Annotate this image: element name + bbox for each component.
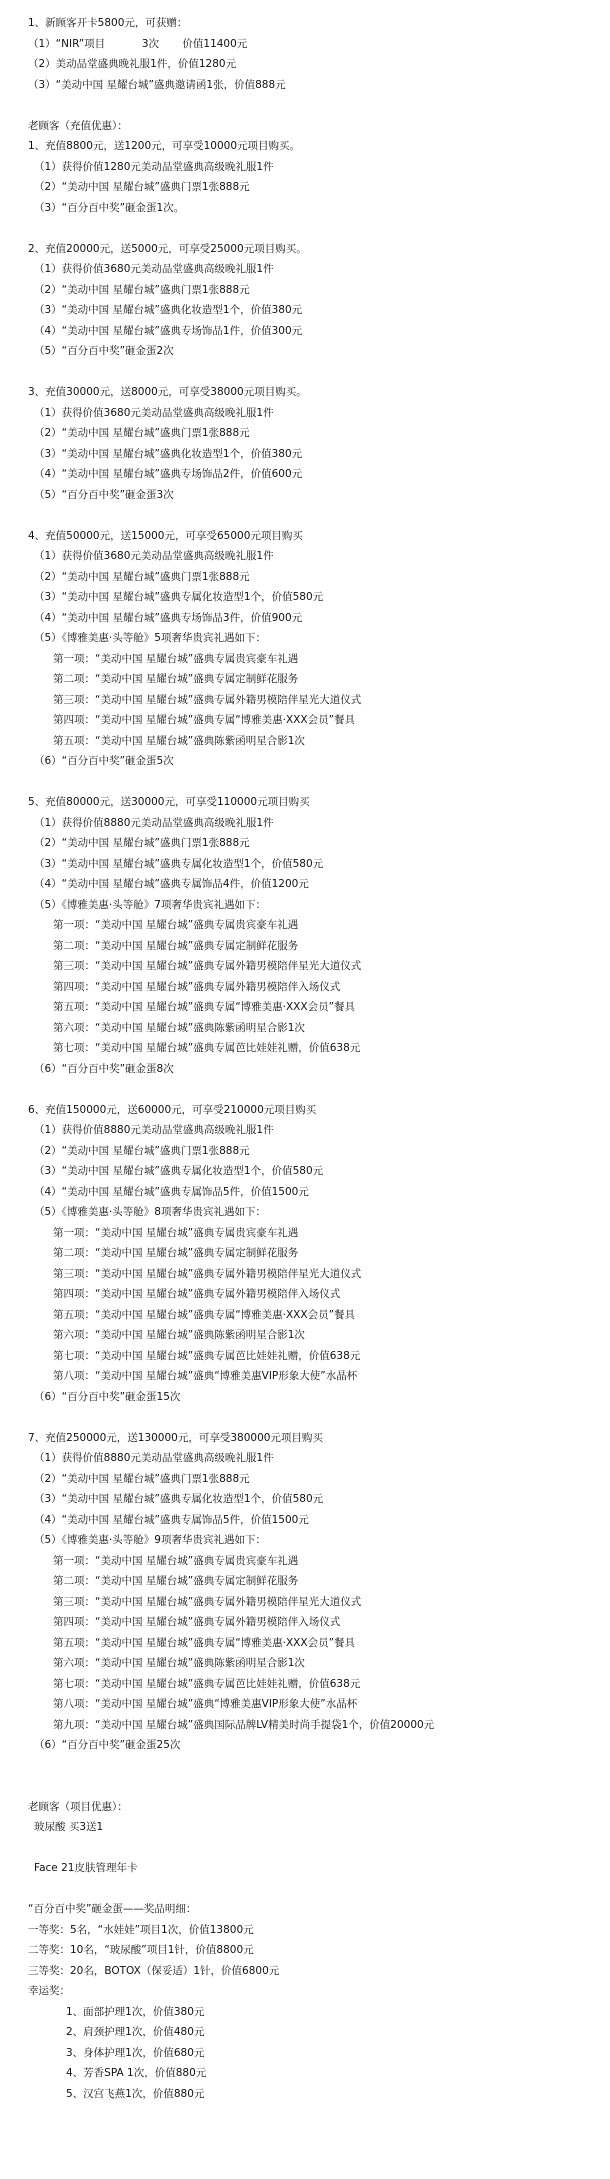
text-line: （6）“百分百中奖”砸金蛋8次 — [34, 1062, 174, 1075]
text-line: 老顾客（项目优惠）： — [28, 1800, 128, 1813]
text-line: “百分百中奖”砸金蛋——奖品明细： — [28, 1903, 197, 1915]
text-line: 幸运奖： — [28, 1985, 70, 1997]
text-line: （4）“美动中国 星耀台城”盛典专场饰品2件，价值600元 — [34, 468, 303, 480]
text-line: 第七项：“美动中国 星耀台城”盛典专属芭比娃娃礼赠，价值638元 — [53, 1677, 361, 1690]
text-line: （1）获得价值3680元美动品堂盛典高级晚礼服1件 — [34, 550, 274, 562]
text-line: （5）“百分百中奖”砸金蛋3次 — [34, 488, 174, 501]
text-line: （1）获得价值8880元美动品堂盛典高级晚礼服1件 — [34, 816, 274, 829]
text-line: （1）获得价值3680元美动品堂盛典高级晚礼服1件 — [34, 263, 274, 275]
text-line: （2）“美动中国 星耀台城”盛典门票1张888元 — [34, 181, 250, 193]
text-line: （2）“美动中国 星耀台城”盛典门票1张888元 — [34, 570, 250, 583]
text-line: 玻尿酸 买3送1 — [34, 1821, 104, 1833]
text-line: （3）“美动中国 星耀台城”盛典邀请函1张，价值888元 — [28, 78, 286, 91]
text-line: （3）“美动中国 星耀台城”盛典专属化妆造型1个，价值580元 — [34, 857, 324, 870]
text-line: 第四项：“美动中国 星耀台城”盛典专属“博雅美惠·XXX会员”餐具 — [53, 714, 356, 726]
text-line: （4）“美动中国 星耀台城”盛典专属饰品5件，价值1500元 — [34, 1513, 309, 1526]
text-line: 第五项：“美动中国 星耀台城”盛典专属“博雅美惠·XXX会员”餐具 — [53, 1308, 356, 1321]
text-line: Face 21皮肤管理年卡 — [34, 1862, 138, 1874]
text-line: 三等奖：20名，BOTOX（保妥适）1针，价值6800元 — [28, 1964, 280, 1977]
text-line: 第一项：“美动中国 星耀台城”盛典专属贵宾豪车礼遇 — [53, 1226, 299, 1239]
text-line: 第四项：“美动中国 星耀台城”盛典专属外籍男模陪伴入场仪式 — [53, 980, 341, 993]
text-line: 第一项：“美动中国 星耀台城”盛典专属贵宾豪车礼遇 — [53, 919, 299, 931]
text-line: （2）“美动中国 星耀台城”盛典门票1张888元 — [34, 837, 250, 849]
text-line: （6）“百分百中奖”砸金蛋15次 — [34, 1390, 181, 1403]
text-line: 2、充值20000元，送5000元，可享受25000元项目购买。 — [28, 242, 307, 255]
text-line: 1、新顾客开卡5800元，可获赠： — [28, 17, 188, 29]
text-line: 第五项：“美动中国 星耀台城”盛典陈紫函明星合影1次 — [53, 734, 305, 747]
text-line: 3、身体护理1次，价值680元 — [66, 2046, 205, 2059]
text-line: （1）获得价值1280元美动品堂盛典高级晚礼服1件 — [34, 160, 274, 173]
text-line: 6、充值150000元，送60000元，可享受210000元项目购买 — [28, 1103, 317, 1116]
text-line: （4）“美动中国 星耀台城”盛典专场饰品1件，价值300元 — [34, 324, 303, 337]
text-line: （5）《博雅美惠·头等舱》8项奢华贵宾礼遇如下： — [34, 1206, 266, 1218]
text-line: 2、肩颈护理1次，价值480元 — [66, 2026, 205, 2038]
text-line: 5、充值80000元，送30000元，可享受110000元项目购买 — [28, 796, 310, 808]
text-line: 3、充值30000元，送8000元，可享受38000元项目购买。 — [28, 386, 307, 398]
text-line: 第八项：“美动中国 星耀台城”盛典“博雅美惠VIP形象大使”水晶杯 — [53, 1698, 358, 1710]
text-line: 第五项：“美动中国 星耀台城”盛典专属“博雅美惠·XXX会员”餐具 — [53, 1636, 356, 1649]
text-line: 第四项：“美动中国 星耀台城”盛典专属外籍男模陪伴入场仪式 — [53, 1616, 341, 1628]
text-line: 第八项：“美动中国 星耀台城”盛典“博雅美惠VIP形象大使”水晶杯 — [53, 1370, 358, 1382]
text-line: 第二项：“美动中国 星耀台城”盛典专属定制鲜花服务 — [53, 1247, 299, 1259]
text-line: （5）《博雅美惠·头等舱》7项奢华贵宾礼遇如下： — [34, 898, 266, 911]
text-line: 第六项：“美动中国 星耀台城”盛典陈紫函明星合影1次 — [53, 1657, 305, 1669]
text-line: 二等奖：10名，“玻尿酸”项目1针，价值8800元 — [28, 1944, 254, 1956]
text-line: （1）“NIR”项目 3次 价值11400元 — [28, 37, 248, 50]
text-line: 第五项：“美动中国 星耀台城”盛典专属“博雅美惠·XXX会员”餐具 — [53, 1001, 356, 1013]
text-line: （2）“美动中国 星耀台城”盛典门票1张888元 — [34, 1144, 250, 1157]
text-line: 1、面部护理1次，价值380元 — [66, 2005, 205, 2018]
text-line: 第二项：“美动中国 星耀台城”盛典专属定制鲜花服务 — [53, 939, 299, 952]
text-line: 第七项：“美动中国 星耀台城”盛典专属芭比娃娃礼赠，价值638元 — [53, 1042, 361, 1054]
text-line: 第三项：“美动中国 星耀台城”盛典专属外籍男模陪伴星光大道仪式 — [53, 960, 362, 972]
text-line: 第六项：“美动中国 星耀台城”盛典陈紫函明星合影1次 — [53, 1329, 305, 1341]
text-line: 第三项：“美动中国 星耀台城”盛典专属外籍男模陪伴星光大道仪式 — [53, 1595, 362, 1608]
text-line: （3）“美动中国 星耀台城”盛典专属化妆造型1个，价值580元 — [34, 1165, 324, 1177]
text-line: 第四项：“美动中国 星耀台城”盛典专属外籍男模陪伴入场仪式 — [53, 1288, 341, 1300]
text-line: 第七项：“美动中国 星耀台城”盛典专属芭比娃娃礼赠，价值638元 — [53, 1349, 361, 1362]
text-line: （3）“美动中国 星耀台城”盛典专属化妆造型1个，价值580元 — [34, 591, 324, 603]
text-line: 1、充值8800元，送1200元，可享受10000元项目购买。 — [28, 140, 301, 152]
text-line: 第六项：“美动中国 星耀台城”盛典陈紫函明星合影1次 — [53, 1021, 305, 1034]
text-line: 5、汉宫飞燕1次，价值880元 — [66, 2087, 205, 2100]
text-line: （3）“美动中国 星耀台城”盛典化妆造型1个，价值380元 — [34, 304, 303, 316]
text-line: （1）获得价值8880元美动品堂盛典高级晚礼服1件 — [34, 1452, 274, 1464]
text-line: （1）获得价值3680元美动品堂盛典高级晚礼服1件 — [34, 406, 274, 419]
text-line: 4、芳香SPA 1次，价值880元 — [66, 2067, 207, 2079]
text-line: 第一项：“美动中国 星耀台城”盛典专属贵宾豪车礼遇 — [53, 652, 299, 665]
text-line: 4、充值50000元，送15000元，可享受65000元项目购买 — [28, 529, 303, 542]
text-line: （5）《博雅美惠·头等舱》5项奢华贵宾礼遇如下： — [34, 632, 266, 644]
text-line: （3）“美动中国 星耀台城”盛典化妆造型1个，价值380元 — [34, 447, 303, 460]
text-line: （2）美动品堂盛典晚礼服1件，价值1280元 — [28, 58, 237, 70]
text-line: （2）“美动中国 星耀台城”盛典门票1张888元 — [34, 1472, 250, 1485]
text-line: （1）获得价值8880元美动品堂盛典高级晚礼服1件 — [34, 1124, 274, 1136]
text-line: （4）“美动中国 星耀台城”盛典专属饰品4件，价值1200元 — [34, 878, 309, 890]
text-line: （2）“美动中国 星耀台城”盛典门票1张888元 — [34, 427, 250, 439]
text-line: （6）“百分百中奖”砸金蛋5次 — [34, 755, 174, 767]
text-line: 第三项：“美动中国 星耀台城”盛典专属外籍男模陪伴星光大道仪式 — [53, 1267, 362, 1280]
text-line: 第一项：“美动中国 星耀台城”盛典专属贵宾豪车礼遇 — [53, 1554, 299, 1567]
text-line: （6）“百分百中奖”砸金蛋25次 — [34, 1739, 181, 1751]
text-line: 第二项：“美动中国 星耀台城”盛典专属定制鲜花服务 — [53, 673, 299, 685]
text-line: 第三项：“美动中国 星耀台城”盛典专属外籍男模陪伴星光大道仪式 — [53, 693, 362, 706]
text-line: （4）“美动中国 星耀台城”盛典专属饰品5件，价值1500元 — [34, 1185, 309, 1198]
text-line: 第九项：“美动中国 星耀台城”盛典国际品牌LV精美时尚手提袋1个，价值20000元 — [53, 1718, 435, 1731]
text-line: 7、充值250000元，送130000元，可享受380000元项目购买 — [28, 1431, 323, 1444]
text-line: （3）“百分百中奖”砸金蛋1次。 — [34, 201, 185, 214]
text-line: （5）《博雅美惠·头等舱》9项奢华贵宾礼遇如下： — [34, 1534, 266, 1546]
text-line: （5）“百分百中奖”砸金蛋2次 — [34, 345, 174, 357]
text-line: 一等奖：5名，“水娃娃”项目1次，价值13800元 — [28, 1923, 254, 1936]
text-line: （4）“美动中国 星耀台城”盛典专场饰品3件，价值900元 — [34, 611, 303, 624]
text-line: （3）“美动中国 星耀台城”盛典专属化妆造型1个，价值580元 — [34, 1493, 324, 1505]
text-line: 老顾客（充值优惠）： — [28, 119, 128, 132]
text-line: （2）“美动中国 星耀台城”盛典门票1张888元 — [34, 283, 250, 296]
text-line: 第二项：“美动中国 星耀台城”盛典专属定制鲜花服务 — [53, 1575, 299, 1587]
